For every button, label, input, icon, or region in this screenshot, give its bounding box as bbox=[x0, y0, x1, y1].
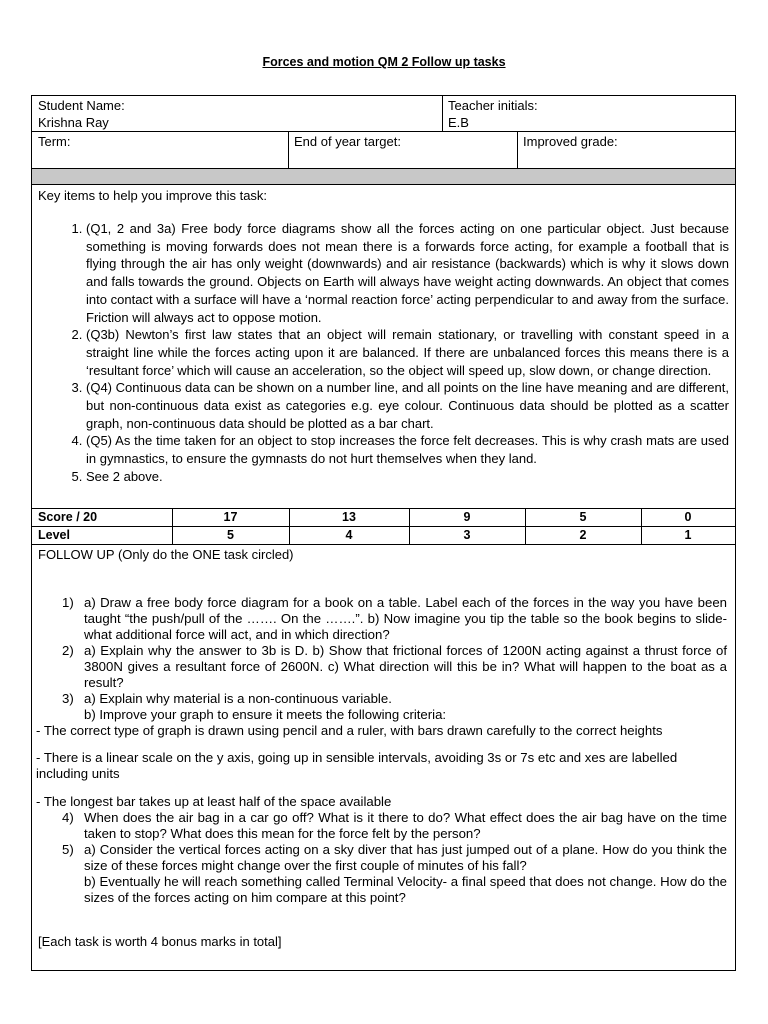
key-item: 1. (Q1, 2 and 3a) Free body force diagrams show all the forces acting on one particular object. Just because something is moving forwards does not mean there is a forwards force acting, for example a football that is flying through the air has only weight (downwards) and air resistance (backwards) which is why it slows down and falls towards the ground. Objects on Earth will always have weight acting downwards. An object that comes into contact with a surface will have a ‘normal reaction force’ acting perpendicular to and away from the surface. Friction will always act to oppose motion. bbox=[86, 220, 729, 326]
teacher-initials-value: E.B bbox=[448, 115, 469, 130]
target-cell bbox=[288, 132, 517, 168]
divider bbox=[289, 508, 290, 545]
level-label: Level bbox=[38, 528, 70, 542]
score-label: Score / 20 bbox=[38, 510, 98, 524]
task-text: a) Consider the vertical forces acting on a sky diver that has just jumped out of a plane. How do you think the size of these forces might change over the first couple of minutes of his fall? bbox=[84, 842, 727, 873]
level-value: 5 bbox=[227, 528, 234, 542]
student-name-cell bbox=[32, 96, 442, 132]
key-items-list bbox=[32, 220, 729, 486]
divider bbox=[641, 508, 642, 545]
student-name-label: Student Name: bbox=[38, 98, 125, 113]
divider bbox=[172, 508, 173, 545]
shaded-separator bbox=[32, 168, 735, 185]
level-value: 4 bbox=[345, 528, 353, 542]
improved-grade-cell bbox=[517, 132, 735, 168]
divider bbox=[442, 96, 443, 132]
key-item: 5. See 2 above. bbox=[86, 468, 729, 486]
divider bbox=[409, 508, 410, 545]
level-value: 1 bbox=[684, 528, 692, 542]
page-title: Forces and motion QM 2 Follow up tasks bbox=[262, 55, 506, 69]
teacher-initials-label: Teacher initials: bbox=[448, 98, 538, 113]
task-text: a) Explain why the answer to 3b is D. b) Show that frictional forces of 1200N acting against a thrust force of 3800N gives a resultant force of 2600N. c) What direction will this be in? What will happen to the boat as a result? bbox=[84, 643, 727, 690]
divider bbox=[525, 508, 526, 545]
student-name-value: Krishna Ray bbox=[38, 115, 109, 130]
criteria-item: - The longest bar takes up at least half of the space available bbox=[36, 794, 392, 809]
level-value: 2 bbox=[579, 528, 587, 542]
score-row bbox=[32, 509, 735, 527]
bonus-marks-note: [Each task is worth 4 bonus marks in total] bbox=[38, 934, 282, 949]
score-value: 17 bbox=[223, 510, 238, 524]
divider bbox=[517, 132, 518, 168]
task-5 bbox=[32, 842, 735, 906]
worksheet-table bbox=[31, 95, 736, 971]
task-number: 5) bbox=[62, 842, 74, 857]
term-label: Term: bbox=[38, 134, 71, 149]
divider bbox=[32, 544, 735, 545]
score-value: 13 bbox=[342, 510, 356, 524]
task-text: b) Improve your graph to ensure it meets the following criteria: bbox=[84, 707, 447, 722]
criteria-item: - There is a linear scale on the y axis, going up in sensible intervals, avoiding 3s or 7s etc and xes are labelled including units bbox=[36, 750, 678, 781]
key-item: 3. (Q4) Continuous data can be shown on a number line, and all points on the line have meaning and are different, but non-continuous data exist as categories e.g. eye colour. Continuous data should be plotted as a scatter graph, non-continuous data should be plotted as a bar chart. bbox=[86, 379, 729, 432]
score-value: 5 bbox=[579, 510, 587, 524]
task-number: 4) bbox=[62, 810, 74, 825]
level-row bbox=[32, 527, 735, 545]
task-1 bbox=[32, 595, 735, 643]
score-value: 9 bbox=[463, 510, 471, 524]
task-text: b) Eventually he will reach something called Terminal Velocity- a final speed that does not change. How do the sizes of the forces acting on him compare at this point? bbox=[84, 874, 727, 905]
key-item: 2. (Q3b) Newton’s first law states that an object will remain stationary, or travelling with constant speed in a straight line while the forces acting upon it are balanced. If there are unbalanced forces this means there is a ‘resultant force’ which will cause an acceleration, so the object will speed up, slow down, or change direction. bbox=[86, 326, 729, 379]
improved-grade-label: Improved grade: bbox=[523, 134, 618, 149]
task-text: When does the air bag in a car go off? What is it there to do? What effect does the air bag have on the time taken to stop? What does this mean for the force felt by the person? bbox=[84, 810, 727, 841]
task-number: 1) bbox=[62, 595, 74, 610]
task-4 bbox=[32, 810, 735, 842]
task-number: 3) bbox=[62, 691, 74, 706]
term-cell bbox=[32, 132, 288, 168]
task-number: 2) bbox=[62, 643, 74, 658]
score-value: 0 bbox=[684, 510, 692, 524]
follow-up-heading: FOLLOW UP (Only do the ONE task circled) bbox=[38, 547, 294, 562]
criteria-item: - The correct type of graph is drawn using pencil and a ruler, with bars drawn carefully to the correct heights bbox=[36, 723, 663, 738]
level-value: 3 bbox=[463, 528, 471, 542]
follow-up-tasks bbox=[32, 595, 735, 906]
key-items-heading: Key items to help you improve this task: bbox=[38, 188, 268, 203]
target-label: End of year target: bbox=[294, 134, 401, 149]
task-text: a) Explain why material is a non-continuous variable. bbox=[84, 691, 392, 706]
teacher-initials-cell bbox=[442, 96, 735, 132]
divider bbox=[288, 132, 289, 168]
task-text: a) Draw a free body force diagram for a book on a table. Label each of the forces in the way you have been taught “the push/pull of the ……. On the …….”. b) Now imagine you tip the table so the book begins to slide- what additional force will act, and in which direction? bbox=[84, 595, 727, 642]
task-3 bbox=[32, 691, 735, 723]
key-item: 4. (Q5) As the time taken for an object to stop increases the force felt decreases. This is why crash mats are used in gymnastics, to ensure the gymnasts do not hurt themselves when they land. bbox=[86, 432, 729, 467]
task-2 bbox=[32, 643, 735, 691]
